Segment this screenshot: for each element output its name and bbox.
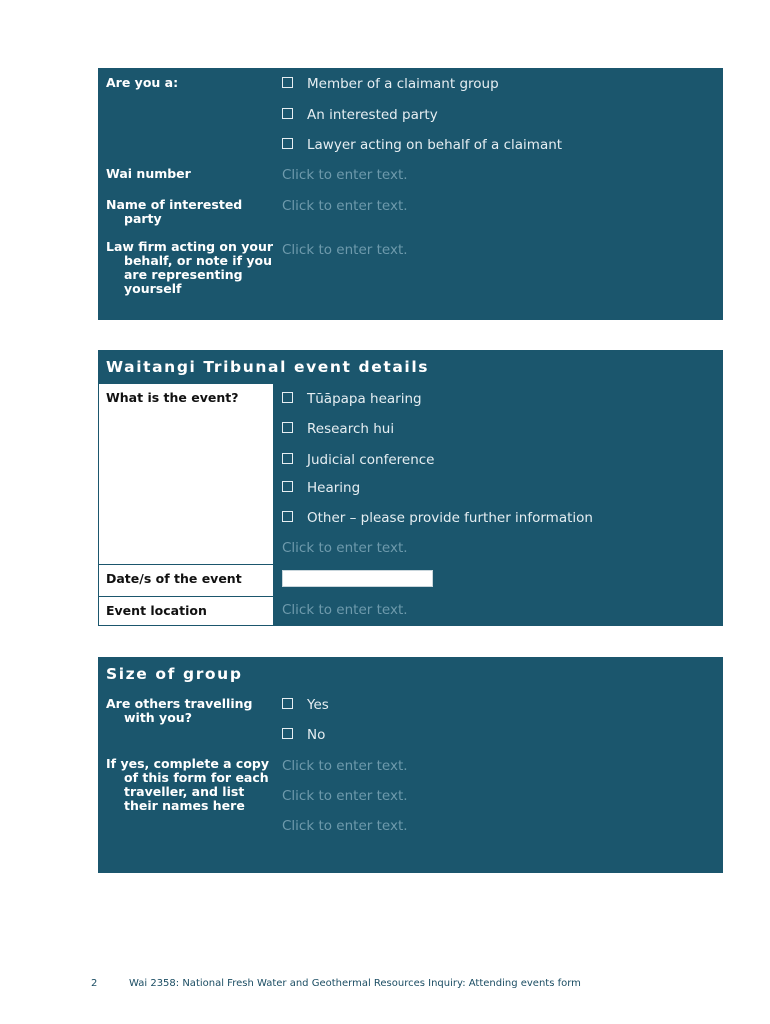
wai-number-field[interactable]: Click to enter text. — [282, 167, 408, 183]
option-no[interactable] — [282, 727, 325, 743]
traveller-name-field-2[interactable]: Click to enter text. — [282, 788, 408, 804]
group-size-section — [98, 657, 723, 873]
dates-label: Date/s of the event — [106, 571, 242, 586]
checkbox-icon[interactable] — [282, 511, 293, 522]
option-label: Hearing — [307, 480, 361, 496]
checkbox-icon[interactable] — [282, 108, 293, 119]
option-label: No — [307, 727, 326, 743]
location-label: Event location — [106, 603, 207, 618]
footer-text: Wai 2358: National Fresh Water and Geothermal Resources Inquiry: Attending events form — [129, 978, 581, 989]
event-date-input[interactable] — [282, 570, 433, 587]
other-info-field[interactable]: Click to enter text. — [282, 540, 408, 556]
option-label: Member of a claimant group — [307, 76, 499, 92]
names-label: If yes, complete a copy of this form for each traveller, and list their names here — [106, 756, 270, 813]
option-label: Yes — [307, 697, 329, 713]
law-firm-label: Law firm acting on your behalf, or note if you are representing yourself — [106, 239, 274, 296]
option-lawyer[interactable] — [282, 137, 562, 153]
option-hearing[interactable] — [282, 480, 360, 496]
option-research-hui[interactable] — [282, 421, 394, 437]
traveller-name-field-3[interactable]: Click to enter text. — [282, 818, 408, 834]
option-other[interactable] — [282, 510, 593, 526]
interested-party-label: Name of interested party — [106, 197, 243, 226]
checkbox-icon[interactable] — [282, 481, 293, 492]
option-label: An interested party — [307, 107, 438, 123]
checkbox-icon[interactable] — [282, 698, 293, 709]
option-tuapapa-hearing[interactable] — [282, 391, 422, 407]
event-details-heading: Waitangi Tribunal event details — [106, 358, 430, 376]
interested-party-field[interactable]: Click to enter text. — [282, 198, 408, 214]
checkbox-icon[interactable] — [282, 138, 293, 149]
checkbox-icon[interactable] — [282, 728, 293, 739]
checkbox-icon[interactable] — [282, 453, 293, 464]
are-you-label: Are you a: — [106, 75, 179, 90]
checkbox-icon[interactable] — [282, 422, 293, 433]
traveller-name-field-1[interactable]: Click to enter text. — [282, 758, 408, 774]
group-size-heading: Size of group — [106, 665, 243, 683]
location-label-cell — [98, 596, 274, 626]
travelling-label: Are others travelling with you? — [106, 696, 253, 725]
option-label: Judicial conference — [307, 452, 435, 468]
checkbox-icon[interactable] — [282, 77, 293, 88]
option-interested-party[interactable] — [282, 107, 438, 123]
event-details-section — [98, 350, 723, 626]
dates-label-cell — [98, 564, 274, 597]
option-label: Lawyer acting on behalf of a claimant — [307, 137, 563, 153]
option-claimant-group[interactable] — [282, 76, 499, 92]
option-judicial-conference[interactable] — [282, 452, 435, 468]
claimant-type-section — [98, 68, 723, 320]
event-label-cell — [98, 383, 274, 565]
option-label: Other – please provide further information — [307, 510, 593, 526]
checkbox-icon[interactable] — [282, 392, 293, 403]
law-firm-field[interactable]: Click to enter text. — [282, 242, 408, 258]
option-yes[interactable] — [282, 697, 329, 713]
option-label: Research hui — [307, 421, 395, 437]
event-label: What is the event? — [106, 390, 239, 405]
page-number: 2 — [91, 978, 98, 989]
option-label: Tūāpapa hearing — [307, 391, 422, 407]
wai-number-label: Wai number — [106, 166, 191, 181]
event-location-field[interactable]: Click to enter text. — [282, 602, 408, 618]
